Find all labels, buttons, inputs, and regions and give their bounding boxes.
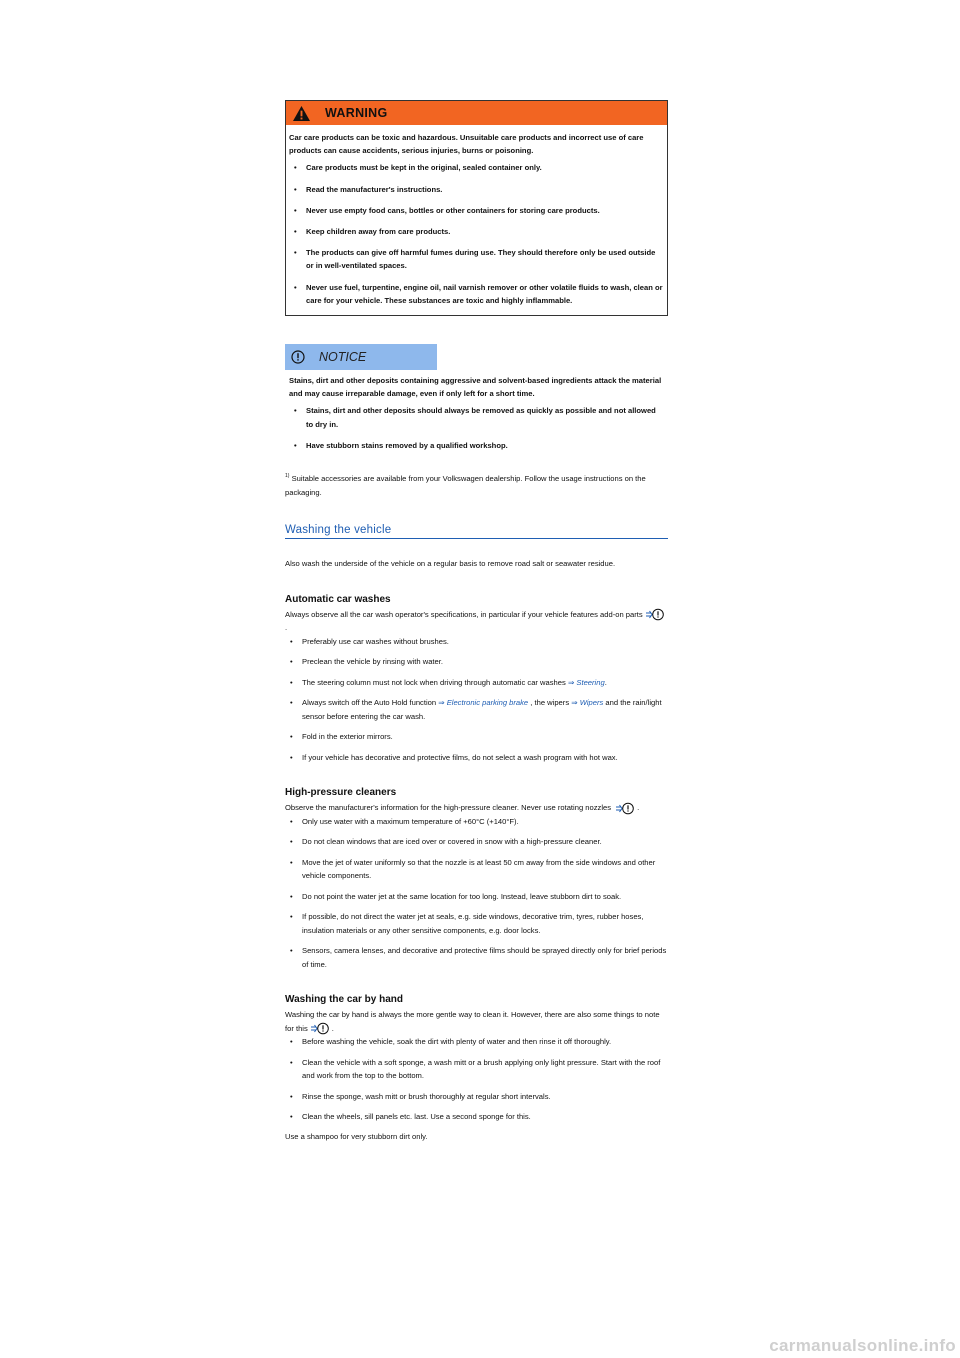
list-item: • Sensors, camera lenses, and decorative and protective films should be sprayed directly only for brief periods of time.: [285, 944, 668, 971]
section-title: Washing the vehicle: [285, 524, 668, 539]
warning-body: [286, 125, 667, 315]
washing-by-hand-list: [285, 1035, 668, 1124]
item-text-end: and the rain/light sensor before entering the car wash.: [302, 698, 662, 721]
list-item: • If possible, do not direct the water jet at seals, e.g. side windows, decorative trim, tyres, rubber hoses, insulation materials or any other sensitive components, e.g. door locks.: [285, 910, 668, 937]
notice-list: [289, 404, 664, 452]
watermark: carmanualsonline.info: [769, 1336, 956, 1355]
list-item: • Rinse the sponge, wash mitt or brush thoroughly at regular short intervals.: [285, 1090, 668, 1104]
list-item: • Clean the vehicle with a soft sponge, a wash mitt or a brush applying only light pressure. Start with the roof and work from the top to the bottom.: [285, 1056, 668, 1083]
notice-reference-icon[interactable]: [310, 1022, 330, 1035]
high-pressure-cleaners-heading: High-pressure cleaners: [285, 787, 397, 799]
manual-page: [285, 100, 668, 1143]
warning-item: • Never use empty food cans, bottles or other containers for storing care products.: [289, 204, 663, 217]
warning-item: • Keep children away from care products.: [289, 225, 663, 238]
warning-item: • Care products must be kept in the original, sealed container only.: [289, 161, 663, 174]
list-item: • Preferably use car washes without brushes.: [285, 635, 668, 649]
automatic-car-washes-heading: Automatic car washes: [285, 593, 391, 605]
list-item: • Move the jet of water uniformly so that the nozzle is at least 50 cm away from the side windows and other vehicle components.: [285, 856, 668, 883]
automatic-car-washes-paragraph: [285, 608, 668, 635]
electronic-parking-brake-link[interactable]: ⇒ Electronic parking brake: [438, 698, 529, 708]
high-pressure-cleaners-list: [285, 815, 668, 972]
notice-header: [285, 344, 437, 370]
list-item: • If your vehicle has decorative and protective films, do not select a wash program with hot wax.: [285, 751, 668, 765]
exclamation-circle-icon: [291, 350, 305, 364]
item-text: Always switch off the Auto Hold function: [302, 698, 437, 708]
washing-by-hand-heading: Washing the car by hand: [285, 994, 403, 1006]
footnote: [285, 470, 668, 499]
para-text: Washing the car by hand is always the more gentle way to clean it. However, there are also some things to note for this: [285, 1010, 660, 1033]
list-item: • Only use water with a maximum temperature of +60°C (+140°F).: [285, 815, 668, 829]
steering-link[interactable]: ⇒ Steering: [567, 677, 605, 687]
warning-intro: Car care products can be toxic and hazardous. Unsuitable care products and incorrect use of care products can cause accidents, serious injuries, burns or poisoning.: [289, 133, 644, 156]
list-item: • Clean the wheels, sill panels etc. last. Use a second sponge for this.: [285, 1110, 668, 1124]
list-item: • Before washing the vehicle, soak the dirt with plenty of water and then rinse it off thoroughly.: [285, 1035, 668, 1049]
item-text-mid: , the wipers: [530, 698, 570, 708]
closing-note: Use a shampoo for very stubborn dirt only.: [285, 1131, 428, 1141]
item-text-end: .: [604, 677, 607, 687]
warning-item: • The products can give off harmful fumes during use. They should therefore only be used outside or in well-ventilated spaces.: [289, 246, 663, 272]
list-item: [285, 696, 668, 723]
list-item: [285, 676, 668, 690]
warning-item: • Never use fuel, turpentine, engine oil, nail varnish remover or other volatile fluids to wash, clean or care for your vehicle. These substances are toxic and highly inflammable.: [289, 281, 663, 307]
para-end: .: [285, 623, 288, 633]
washing-by-hand-paragraph: [285, 1008, 668, 1035]
section-intro: Also wash the underside of the vehicle on a regular basis to remove road salt or seawater residue.: [285, 559, 616, 569]
notice-body: [285, 370, 668, 452]
warning-header: [286, 101, 667, 125]
warning-box: [285, 100, 668, 316]
notice-reference-icon[interactable]: [645, 608, 665, 621]
notice-intro: Stains, dirt and other deposits containing aggressive and solvent-based ingredients attack the material and may cause irreparable damage, even if only left for a short time.: [289, 376, 662, 399]
list-item: • Fold in the exterior mirrors.: [285, 730, 668, 744]
list-item: • Preclean the vehicle by rinsing with water.: [285, 655, 668, 669]
para-end: .: [331, 1023, 334, 1033]
para-text: Always observe all the car wash operator's specifications, in particular if your vehicle features add-on parts: [285, 609, 643, 619]
list-item: • Do not point the water jet at the same location for too long. Instead, leave stubborn dirt to soak.: [285, 890, 668, 904]
list-item: • Do not clean windows that are iced over or covered in snow with a high-pressure cleaner.: [285, 835, 668, 849]
notice-item: • Stains, dirt and other deposits should always be removed as quickly as possible and not allowed to dry in.: [289, 404, 664, 430]
para-end: .: [637, 803, 640, 813]
high-pressure-cleaners-paragraph: [285, 801, 668, 815]
warning-triangle-icon: [292, 105, 311, 122]
warning-list: [289, 161, 663, 307]
notice-reference-icon[interactable]: [615, 802, 635, 815]
wipers-link[interactable]: ⇒ Wipers: [571, 698, 604, 708]
notice-title: NOTICE: [319, 350, 367, 365]
footnote-text: Suitable accessories are available from your Volkswagen dealership. Follow the usage instructions on the packaging.: [285, 474, 646, 497]
notice-item: • Have stubborn stains removed by a qualified workshop.: [289, 439, 664, 452]
warning-title: WARNING: [325, 106, 388, 120]
footnote-marker: 1): [285, 473, 290, 480]
para-text: Observe the manufacturer's information for the high-pressure cleaner. Never use rotating nozzles: [285, 803, 612, 813]
automatic-car-washes-list: [285, 635, 668, 765]
warning-item: • Read the manufacturer's instructions.: [289, 183, 663, 196]
item-text: The steering column must not lock when driving through automatic car washes: [302, 677, 566, 687]
